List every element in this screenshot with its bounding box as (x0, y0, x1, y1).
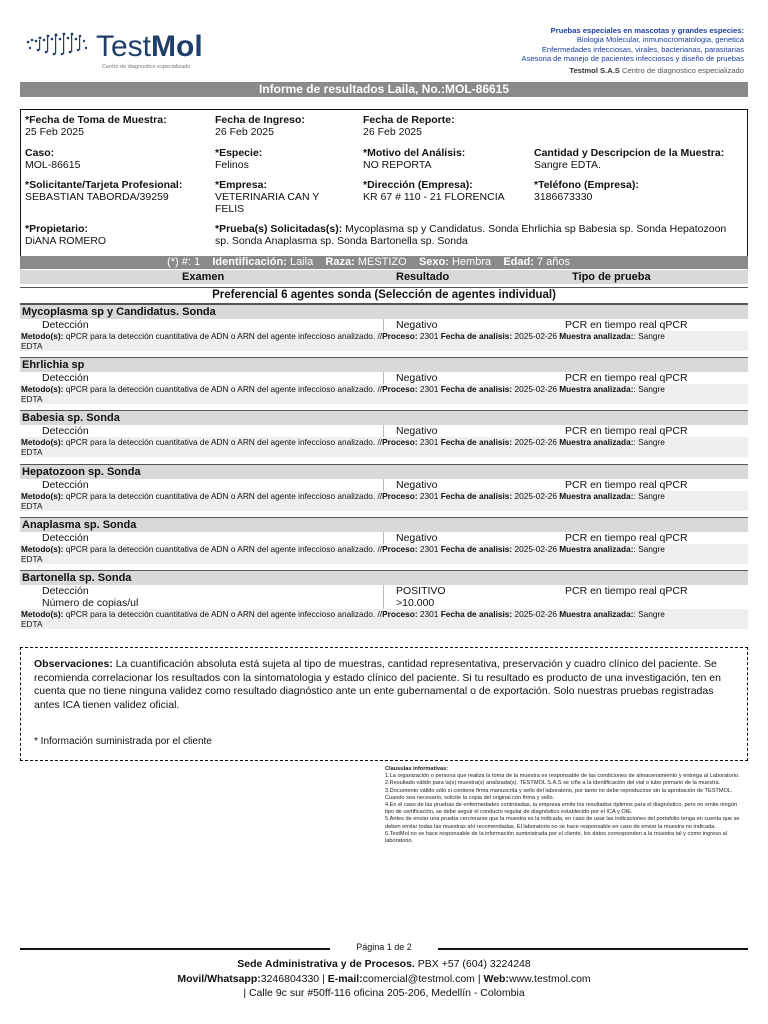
agent-name: Bartonella sp. Sonda (20, 570, 748, 585)
result-cell: Negativo (396, 372, 438, 384)
table-row (20, 372, 748, 384)
result-cell: POSITIVO (396, 585, 446, 597)
exam-cell: Detección (42, 532, 89, 544)
clause-item: 3.Documento válido sólo si contiene firma manuscrita y sello del laboratorio, por tanto no debe reproducirse sin la aprobación de TESTMOL. Cuando sea necesario, solicite la copia del original con firma y sello. (385, 787, 733, 801)
test-type-cell: PCR en tiempo real qPCR (565, 319, 688, 331)
logo-wordmark: TestMol (96, 30, 203, 63)
field-fecha-reporte: Fecha de Reporte: 26 Feb 2025 (363, 114, 455, 138)
col-examen: Examen (182, 271, 225, 283)
exam-cell: Detección (42, 479, 89, 491)
report-title: Informe de resultados Laila, No.:MOL-86615 (20, 82, 748, 97)
field-propietario: *Propietario: DiANA ROMERO (25, 223, 107, 247)
agent-result-block (20, 410, 748, 457)
observations-box (20, 647, 748, 761)
test-type-cell: PCR en tiempo real qPCR (565, 372, 688, 384)
agent-result-block (20, 517, 748, 564)
footer-address: | Calle 9c sur #50ff-116 oficina 205-206, Medellín - Colombia (243, 987, 525, 999)
field-telefono: *Teléfono (Empresa): 3186673330 (534, 179, 639, 203)
tagline-line: Biologia Molecular, inmunocromatologia, genetica (576, 35, 744, 45)
result-cell: Negativo (396, 425, 438, 437)
test-type-cell: PCR en tiempo real qPCR (565, 479, 688, 491)
method-line: Metodo(s): qPCR para la detección cuantitativa de ADN o ARN del agente infeccioso analizado. //Proceso: 2301 Fecha de analisis: 2025-02-26 Muestra analizada:: Sangre EDTA (20, 544, 748, 564)
patient-id-bar: (*) #: 1 Identificación: Laila Raza: MESTIZO Sexo: Hembra Edad: 7 años (20, 256, 748, 269)
agent-name: Ehrlichia sp (20, 357, 748, 372)
informative-clauses: Clausulas informativas: 1.La organización o persona que realiza la toma de la muestra es responsable de las condiciones de almacenamiento y entrega al Laboratorio. 2.Resultado válido para la(s) muestra(s) analizada(s). TESTMOL S.A.S se ciñe a la identificación del vial o tubo primario de la muestra. 3.Documento válido sólo si contiene firma manuscrita y sello del laboratorio, por tanto no debe reproducirse sin la aprobación de TESTMOL. Cuando sea necesario, solicite la copia del original con firma y sello. 4.En el caso de las pruebas de enfermedades controladas, la empresa emite los resultados óptimos para el diagnóstico, pero no emite ningún tipo de certificación, se debe seguir el conducto regular de diagnóstico establecido por el ICA y OIE. 5.Antes de enviar una prueba cerciorarse que la muestra es la indicada, en caso de usar las indicaciones del portafolio tenga en cuenta que se deben enviar todas las muestras ahí recomendadas. El laboratorio no se hace responsable en caso de enviar la muestra no indicada. 6.TestMol no se hace responsable de la información suministrada por el cliente, los datos corresponden a la muestra tal y como ingreso al laboratorio. (385, 766, 747, 845)
clause-item: 5.Antes de enviar una prueba cerciorarse que la muestra es la indicada, en caso de usar las indicaciones del portafolio tenga en cuenta que se deben enviar todas las muestras ahí recomendadas. El laboratorio no se hace responsable en caso de enviar la muestra no indicada. (385, 816, 740, 830)
method-line: Metodo(s): qPCR para la detección cuantitativa de ADN o ARN del agente infeccioso analizado. //Proceso: 2301 Fecha de analisis: 2025-02-26 Muestra analizada:: Sangre EDTA (20, 384, 748, 404)
agent-name: Babesia sp. Sonda (20, 410, 748, 425)
tagline-line: Asesoria de manejo de pacientes infecciosos y diseño de pruebas (521, 54, 744, 64)
agent-result-block (20, 464, 748, 511)
table-row (20, 479, 748, 491)
field-direccion: *Dirección (Empresa): KR 67 # 110 - 21 FLORENCIA (363, 179, 505, 203)
panel-title: Preferencial 6 agentes sonda (Selección de agentes individual) (20, 287, 748, 304)
table-row (20, 597, 748, 609)
col-resultado: Resultado (396, 271, 450, 283)
method-line: Metodo(s): qPCR para la detección cuantitativa de ADN o ARN del agente infeccioso analizado. //Proceso: 2301 Fecha de analisis: 2025-02-26 Muestra analizada:: Sangre EDTA (20, 331, 748, 351)
method-line: Metodo(s): qPCR para la detección cuantitativa de ADN o ARN del agente infeccioso analizado. //Proceso: 2301 Fecha de analisis: 2025-02-26 Muestra analizada:: Sangre EDTA (20, 437, 748, 457)
clause-item: 1.La organización o persona que realiza la toma de la muestra es responsable de las condiciones de almacenamiento y entrega al Laboratorio. (385, 773, 740, 780)
clause-item: 4.En el caso de las pruebas de enfermedades controladas, la empresa emite los resultados óptimos para el diagnóstico, pero no emite ningún tipo de certificación, se debe seguir el conducto regular de diagnóstico establecido por el ICA y OIE. (385, 802, 737, 816)
method-line: Metodo(s): qPCR para la detección cuantitativa de ADN o ARN del agente infeccioso analizado. //Proceso: 2301 Fecha de analisis: 2025-02-26 Muestra analizada:: Sangre EDTA (20, 491, 748, 511)
test-type-cell: PCR en tiempo real qPCR (565, 425, 688, 437)
exam-cell: Detección (42, 319, 89, 331)
agent-name: Mycoplasma sp y Candidatus. Sonda (20, 304, 748, 319)
footer-contact (20, 957, 748, 1001)
agent-name: Anaplasma sp. Sonda (20, 517, 748, 532)
exam-cell: Número de copias/ul (42, 597, 139, 609)
company-line: Testmol S.A.S Centro de diagnostico especializado (569, 65, 744, 75)
col-tipo: Tipo de prueba (572, 271, 651, 283)
field-fecha-toma: *Fecha de Toma de Muestra: 25 Feb 2025 (25, 114, 167, 138)
field-caso: Caso: MOL-86615 (25, 147, 81, 171)
result-cell: Negativo (396, 319, 438, 331)
page-indicator: Página 1 de 2 (20, 942, 748, 954)
table-row (20, 585, 748, 597)
field-empresa: *Empresa: VETERINARIA CAN Y FELIS (215, 179, 320, 215)
footer-sede: Sede Administrativa y de Procesos. PBX +57 (604) 3224248 (237, 958, 531, 970)
exam-cell: Detección (42, 425, 89, 437)
method-line: Metodo(s): qPCR para la detección cuantitativa de ADN o ARN del agente infeccioso analizado. //Proceso: 2301 Fecha de analisis: 2025-02-26 Muestra analizada:: Sangre EDTA (20, 609, 748, 629)
field-motivo: *Motivo del Análisis: NO REPORTA (363, 147, 466, 171)
result-cell: Negativo (396, 479, 438, 491)
field-especie: *Especie: Felinos (215, 147, 263, 171)
footer-contacts: Movil/Whatsapp:3246804330 | E-mail:comercial@testmol.com | Web:www.testmol.com (177, 972, 591, 985)
logo-subtitle: Centro de diagnostico especializado (102, 64, 191, 70)
header-tagline (522, 26, 744, 75)
tagline-line: Pruebas especiales en mascotas y grandes especies: (550, 26, 744, 35)
table-row (20, 532, 748, 544)
testmol-logo-icon (22, 28, 102, 76)
tagline-line: Enfermedades infecciosas, virales, bacterianas, parasitarias (541, 44, 744, 54)
observations-text: Observaciones: La cuantificación absoluta está sujeta al tipo de muestras, cantidad representativa, preservación y cuadro clínico del paciente. Se recomienda correlacionar los resultados con la sintomatologia y estado clínico del paciente. Si tu resultado es producto de una investigación, ten en cuenta que no tiene ninguna validez como resultado diagnóstico ante un ente gubernamental o de exportación. Solo nuestras pruebas registradas antes ICA tienen validez oficial. (34, 658, 721, 711)
field-pruebas: *Prueba(s) Solicitadas(s): Mycoplasma sp y Candidatus. Sonda Ehrlichia sp Babesia sp. Sonda Hepatozoon sp. Sonda Anaplasma sp. Sonda Bartonella sp. Sonda (215, 223, 727, 247)
results-column-headers (20, 270, 748, 284)
agent-result-block (20, 357, 748, 404)
table-row (20, 319, 748, 331)
agent-name: Hepatozoon sp. Sonda (20, 464, 748, 479)
agent-result-block (20, 304, 748, 351)
clause-item: 2.Resultado válido para la(s) muestra(s) analizada(s). TESTMOL S.A.S se ciñe a la identificación del vial o tubo primario de la muestra. (385, 780, 721, 787)
patient-info-box (20, 109, 748, 257)
exam-cell: Detección (42, 372, 89, 384)
result-cell: >10.000 (396, 597, 435, 609)
exam-cell: Detección (42, 585, 89, 597)
field-fecha-ingreso: Fecha de Ingreso: 26 Feb 2025 (215, 114, 305, 138)
agent-result-block (20, 570, 748, 629)
result-cell: Negativo (396, 532, 438, 544)
table-row (20, 425, 748, 437)
test-type-cell: PCR en tiempo real qPCR (565, 585, 688, 597)
test-type-cell: PCR en tiempo real qPCR (565, 532, 688, 544)
field-solicitante: *Solicitante/Tarjeta Profesional: SEBASTIAN TABORDA/39259 (25, 179, 183, 203)
clause-item: 6.TestMol no se hace responsable de la información suministrada por el cliente, los datos corresponden a la muestra tal y como ingreso al laboratorio. (385, 830, 728, 845)
client-info-note: * Información suministrada por el cliente (34, 736, 212, 747)
field-cantidad: Cantidad y Descripcion de la Muestra: Sangre EDTA. (534, 147, 725, 171)
